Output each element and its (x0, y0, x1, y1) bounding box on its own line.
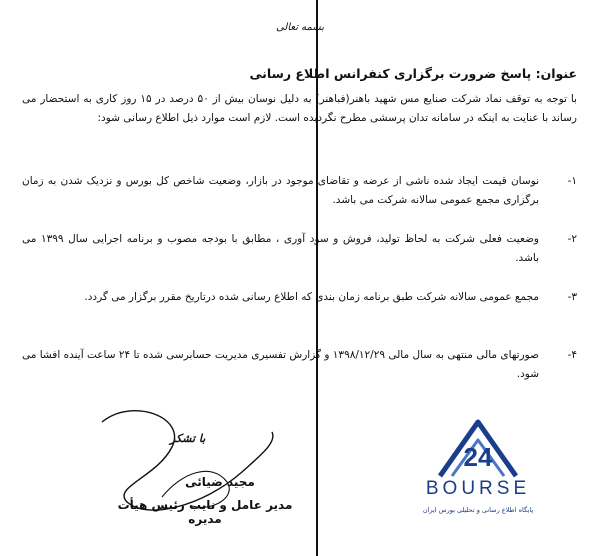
list-item (22, 346, 577, 384)
list-item-text: وضعیت فعلی شرکت به لحاظ تولید، فروش و سود آوری ، مطابق با بودجه مصوب و برنامه اجرایی سال ۱۳۹۹ می باشد. (22, 233, 540, 264)
bismillah-header: بسمه تعالی (275, 22, 325, 33)
list-item-text: نوسان قیمت ایجاد شده ناشی از عرضه و تقاضای موجود در بازار، وضعیت شاخص کل بورس و نزدیک شدن به زمان برگزاری مجمع عمومی سالانه شرکت می باشد. (22, 175, 539, 206)
list-item-number: ۲- (567, 233, 577, 245)
logo-number: 24 (463, 442, 493, 472)
list-item-number: ۳- (567, 291, 577, 303)
signer-title: مدیر عامل و نایب رئیس هیأت مدیره (117, 498, 293, 526)
list-item (22, 230, 577, 268)
logo-tagline: پایگاه اطلاع رسانی و تحلیلی بورس ایران (422, 506, 534, 514)
intro-paragraph: با توجه به توقف نماد شرکت صنایع مس شهید باهنر(فباهنر) به دلیل نوسان بیش از ۵۰ درصد در ۱۵ روز کاری به استحضار می رساند با عنایت به اینکه در سامانه تدان پرسشی مطرح نگردیده است. لازم است موارد ذیل اطلاع رسانی شود: (22, 93, 577, 124)
letter-subject: عنوان: پاسخ ضرورت برگزاری کنفرانس اطلاع رسانی (249, 66, 577, 81)
list-item-text: مجمع عمومی سالانه شرکت طبق برنامه زمان بندی که اطلاع رسانی شده درتاریخ مقرر برگزار می گردد. (84, 291, 539, 303)
list-item (22, 172, 577, 210)
list-item (22, 288, 577, 307)
page-fold-line (316, 0, 318, 556)
list-item-number: ۴- (567, 349, 577, 361)
list-item-text: صورتهای مالی منتهی به سال مالی ۱۳۹۸/۱۲/۲۹ و گزارش تفسیری مدیریت حسابرسی شده تا ۲۴ ساعت آینده افشا می شود. (22, 349, 539, 380)
list-item-number: ۱- (567, 175, 577, 187)
bourse-emblem-icon (396, 418, 560, 480)
bourse-logo (396, 418, 560, 530)
signer-name: مجید ضیائی (185, 475, 255, 489)
logo-wordmark: BOURSE (425, 478, 531, 499)
thanks-text: با تشکر (170, 432, 206, 445)
